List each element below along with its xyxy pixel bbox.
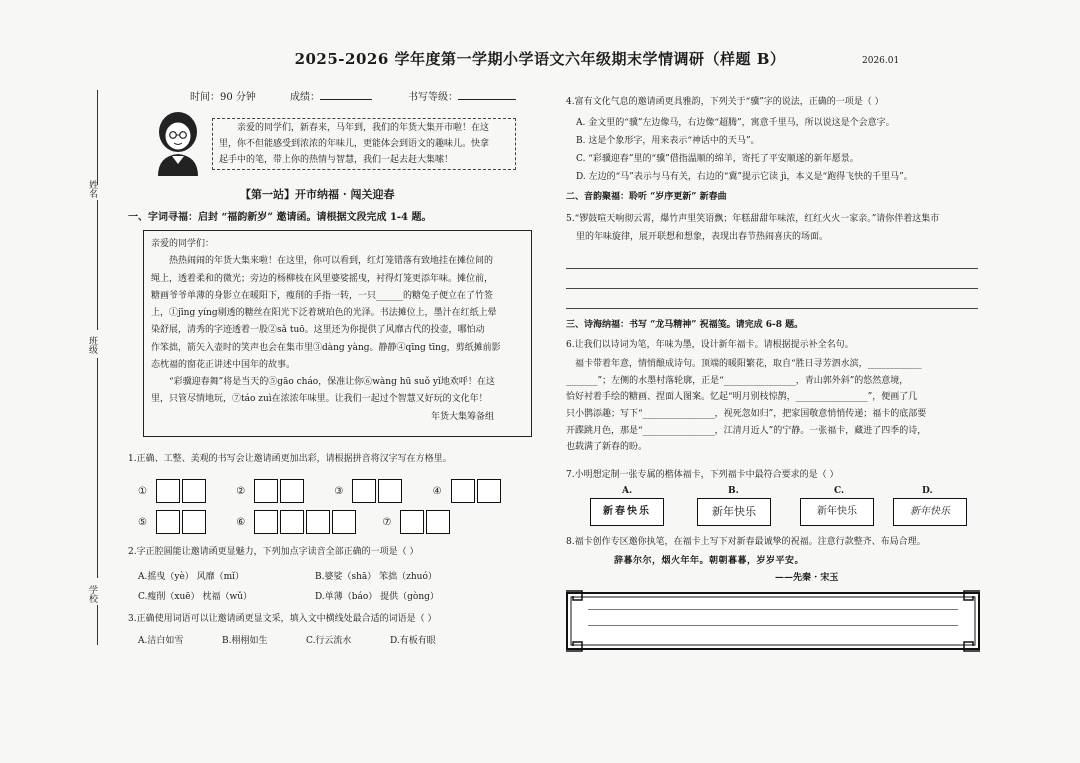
q6-stem: 6.让我们以诗词为笔，年味为墨，设计新年福卡。请根据提示补全名句。 [566,340,854,350]
q6-line: 也载满了新春的盼。 [566,442,648,453]
intro-line: 起手中的笔，带上你的热情与智慧，我们一起去赶大集嗦！ [219,154,454,165]
q2-stem: 2.字正腔圆能让邀请函更显魅力，下列加点字读音全部正确的一项是（ ） [128,547,419,557]
letter-line: 作笨拙，箭矢入壶时的笑声也会在集市里③dàng yàng。静静④qīng tīng，剪纸摊前影 [151,342,501,353]
letter-line: 绳上，透着柔和的微光；旁边的杨柳枝在风里婆娑摇曳，衬得灯笼更添年味。摊位前， [151,273,494,284]
teacher-avatar-icon [150,106,206,180]
q1-row2 [138,510,452,534]
score-label: 成绩： [290,88,372,103]
q4-stem: 4.富有文化气息的邀请函更具雅韵，下列关于“骥”字的说法，正确的一项是（ ） [566,97,884,107]
q1-label: ① [138,485,147,497]
q4-option-c[interactable]: C. “彩骥迎春”里的“骥”借指温顺的绵羊，寄托了平安顺遂的新年愿景。 [576,154,859,164]
q7-label-d: D. [922,486,933,496]
answer-box[interactable] [280,510,304,534]
fortune-writing-line[interactable] [588,625,958,626]
q1-label: ② [236,485,246,497]
q5-writing-line[interactable] [566,268,978,269]
letter-line: 热热闹闹的年货大集来啦！在这里，你可以看到，红灯笼错落有致地挂在摊位间的 [169,256,494,267]
section1-heading: 一、字词寻福：启封 “福韵新岁” 邀请函。请根据文段完成 1-4 题。 [128,212,432,223]
margin-line [97,200,98,330]
fortune-writing-line[interactable] [588,609,958,610]
q2-option-b[interactable]: B.婆娑（shā） 笨拙（zhuó） [315,572,437,582]
q6-line: 恰好衬着手绘的糖画、捏面人图案。忆起“明月别枝惊鹊，________________”，便画了几 [566,392,918,403]
q3-stem: 3.正确使用词语可以让邀请函更显文采，填入文中横线处最合适的词语是（ ） [128,614,437,624]
q6-line: 只小鹊添趣；写下“________________，视死忽如归”，把家国敬意悄悄传递；福卡的底部要 [566,408,927,419]
answer-box[interactable] [378,479,402,503]
q7-label-a: A. [622,486,633,496]
letter-line: 态枕福的窗花正讲述中国年的故事。 [151,359,296,370]
q2-option-c[interactable]: C.瘦削（xuē） 枕福（wǔ） [138,592,252,602]
answer-box[interactable] [156,479,180,503]
letter-line: 上，①jīng yíng剔透的糖丝在阳光下泛着琥珀色的光泽。书法摊位上，墨汁在红纸上晕 [151,308,497,319]
q5-stem-cont: 里的年味旋律，展开联想和想象，表现出春节热闹喜庆的场面。 [576,232,829,242]
q6-passage [566,356,986,456]
letter-line: 里，只管尽情地玩，⑦táo zuì在浓浓年味里。让我们一起过个智慧又好玩的文化年！ [151,394,488,405]
q2-option-d[interactable]: D.单薄（báo） 提供（gòng） [315,592,439,602]
margin-label-class: 班级 [87,336,97,354]
q7-card-c[interactable]: 新年快乐 [800,498,874,526]
letter-greeting: 亲爱的同学们： [151,239,215,249]
q7-label-c: C. [834,486,845,496]
answer-box[interactable] [182,510,206,534]
answer-box[interactable] [254,479,278,503]
poem-source: ——先秦 · 宋玉 [775,573,839,583]
q6-line: _______”；左侧的水墨村落轮廓，正是“________________，青山郭外斜”的悠然意境， [566,375,909,386]
writing-grade-blank[interactable] [458,89,516,100]
answer-box[interactable] [477,479,501,503]
q5-writing-line[interactable] [566,288,978,289]
page-title: 2025-2026 学年度第一学期小学语文六年级期末学情调研（样题 B） [294,50,786,68]
q3-option-a[interactable]: A.洁白如雪 [138,636,184,646]
q1-stem: 1.正确、工整、美观的书写会让邀请函更加出彩，请根据拼音将汉字写在方格里。 [128,454,452,464]
answer-box[interactable] [426,510,450,534]
margin-line [97,605,98,645]
q3-option-c[interactable]: C.行云流水 [306,636,352,646]
q1-label: ⑦ [382,516,392,528]
q6-line: 福卡带着年意，情悄酿成诗句。顶端的暖阳繁花，取自“胜日寻芳泗水滨，____________ [575,359,922,369]
fortune-card-frame [564,589,982,653]
margin-label-school: 学校 [87,585,97,603]
answer-box[interactable] [306,510,330,534]
score-blank[interactable] [320,89,372,100]
answer-box[interactable] [156,510,180,534]
q1-label: ③ [334,485,344,497]
answer-box[interactable] [182,479,206,503]
q5-writing-line[interactable] [566,308,978,309]
q3-option-d[interactable]: D.有板有眼 [390,636,436,646]
q6-line: 开蹀跳月色，那是“________________，江清月近人”的宁静。一张福卡，藏进了四季的诗， [566,425,927,436]
q8-stem: 8.福卡创作专区邀你执笔，在福卡上写下对新春最诚挚的祝福。注意行款整齐、布局合理。 [566,537,926,547]
q7-card-b[interactable]: 新年快乐 [697,498,771,526]
answer-box[interactable] [254,510,278,534]
intro-line: 亲爱的同学们，新春来，马年到，我们的年货大集开市啦！在这 [237,123,490,133]
invitation-letter [143,230,532,437]
intro-line: 里，你不但能感受到浓浓的年味儿，更能体会到语文的趣味儿。快拿 [219,138,490,149]
q4-option-b[interactable]: B. 这是个象形字，用来表示“神话中的天马”。 [576,136,760,146]
exam-time: 时间：90 分钟 [190,92,256,103]
poem-text: 辞暮尔尔，烟火年年。朝朝暮暮，岁岁平安。 [614,556,805,566]
letter-line: 染舒展，清秀的字迹透着一股②sǎ tuō。这里还为你提供了风靡古代的投壶，哪怕动 [151,325,485,336]
q7-label-b: B. [728,486,739,496]
exam-date: 2026.01 [862,56,900,66]
station-title: 【第一站】开市纳福 · 闯关迎春 [240,188,395,201]
q7-card-a[interactable]: 新春快乐 [590,498,664,526]
q7-stem: 7.小明想定制一张专属的楷体福卡，下列福卡中最符合要求的是（ ） [566,470,839,480]
margin-label-name: 姓名 [87,180,97,198]
answer-box[interactable] [451,479,475,503]
answer-box[interactable] [400,510,424,534]
answer-box[interactable] [352,479,376,503]
q3-option-b[interactable]: B.栩栩如生 [222,636,268,646]
answer-box[interactable] [332,510,356,534]
q1-label: ⑤ [138,516,147,528]
intro-speech-box [212,118,516,170]
q1-label: ④ [432,485,442,497]
section2-heading: 二、音韵聚福：聆听 “岁序更新” 新春曲 [566,192,727,202]
q4-option-d[interactable]: D. 左边的“马”表示与马有关，右边的“冀”提示它读 jì，本义是“跑得飞快的千里马”。 [576,172,913,182]
answer-box[interactable] [280,479,304,503]
q7-card-d[interactable]: 新年快乐 [893,498,967,526]
q4-option-a[interactable]: A. 金文里的“骥”左边像马，右边像“超腾”，寓意千里马，所以说这是个会意字。 [576,118,895,128]
margin-line [97,358,98,578]
letter-line: 糖画爷爷单薄的身影立在暖阳下，瘦削的手指一转，一只______的糖兔子便立在了竹签 [151,290,494,301]
letter-signature: 年货大集筹备组 [430,411,494,422]
section3-heading: 三、诗海纳福：书写 “龙马精神” 祝福笺。请完成 6-8 题。 [566,320,804,330]
q2-option-a[interactable]: A.摇曳（yè） 风靡（mǐ） [138,572,245,582]
margin-line [97,90,98,185]
q5-stem: 5.“锣鼓喧天响彻云霄，爆竹声里笑语飘；年糕甜甜年味浓，红红火火一家亲。”请你伴着这集市 [566,214,940,224]
writing-grade-label: 书写等级： [408,88,516,103]
letter-line: “彩骥迎春舞”将是当天的⑤gāo cháo，保准让你⑥wàng hū suǒ yǐ地欢呼！在这 [169,377,495,388]
q1-label: ⑥ [236,516,246,528]
q1-row1 [138,479,503,503]
